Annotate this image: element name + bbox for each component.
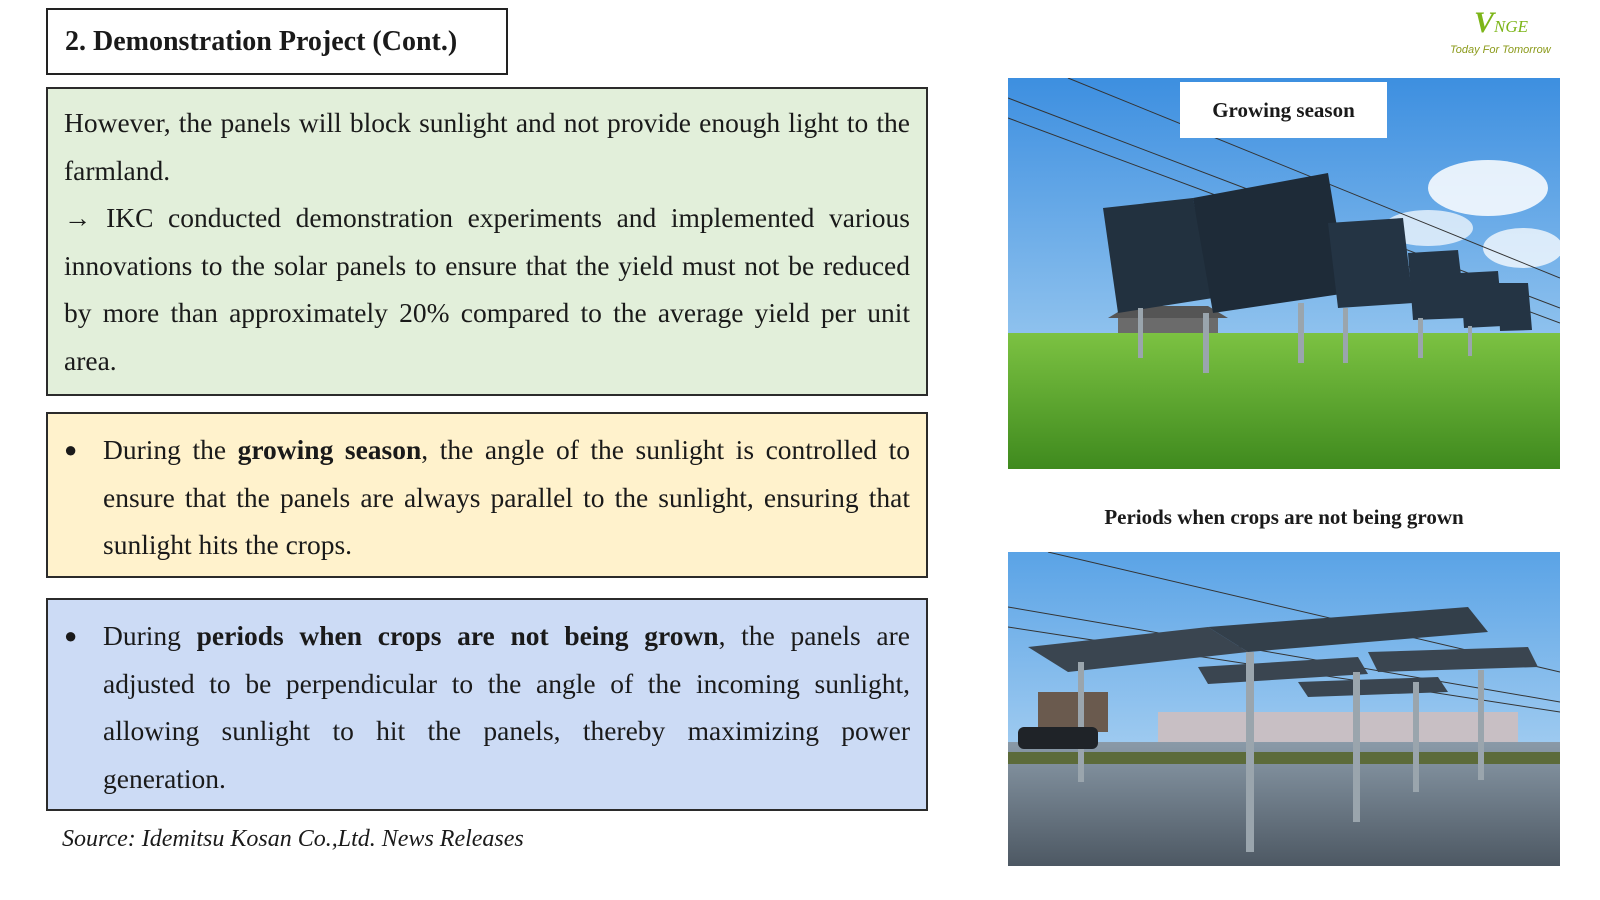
source-citation: Source: Idemitsu Kosan Co.,Ltd. News Releases xyxy=(62,826,524,852)
bullet-icon: ● xyxy=(64,437,78,462)
fallow-pre: During xyxy=(103,620,197,651)
growing-season-bullet-row xyxy=(64,426,910,569)
slide-title xyxy=(46,8,508,75)
fallow-period-label: Periods when crops are not being grown xyxy=(1104,505,1464,529)
intro-line-1: However, the panels will block sunlight and not provide enough light to the farmland. xyxy=(64,107,910,186)
growing-season-box xyxy=(46,412,928,578)
fallow-period-illustration xyxy=(1008,552,1560,866)
fallow-period-box xyxy=(46,598,928,811)
bullet-icon: ● xyxy=(64,623,78,648)
growing-season-label: Growing season xyxy=(1180,82,1387,138)
fallow-period-photo xyxy=(1008,552,1560,866)
slide-title-text: 2. Demonstration Project (Cont.) xyxy=(65,25,458,57)
intro-box xyxy=(46,87,928,396)
fallow-period-bullet-row xyxy=(64,612,910,802)
vnge-logo xyxy=(1444,4,1594,64)
fallow-period-text xyxy=(103,612,910,802)
fallow-bold: periods when crops are not being grown xyxy=(196,620,719,651)
fallow-post: , the panels are adjusted to be perpendicular to the angle of the incoming sunlight, allowing sunlight to hit the panels, thereby maximizing power generation. xyxy=(103,620,910,794)
growing-season-text xyxy=(103,426,910,569)
growing-pre: During the xyxy=(103,434,238,465)
logo-mark xyxy=(1474,6,1528,40)
intro-line-2: → IKC conducted demonstration experiments and implemented various innovations to the solar panels to ensure that the yield must not be reduced by more than approximately 20% compared to the average yield per unit area. xyxy=(64,202,910,376)
logo-tagline: Today For Tomorrow xyxy=(1450,44,1551,56)
growing-bold: growing season xyxy=(237,434,422,465)
logo-mark-rest: NGE xyxy=(1494,17,1529,36)
growing-post: , the angle of the sunlight is controlled to ensure that the panels are always parallel to the sunlight, ensuring that sunlight hits the crops. xyxy=(103,434,910,560)
logo-mark-v: V xyxy=(1474,6,1495,39)
